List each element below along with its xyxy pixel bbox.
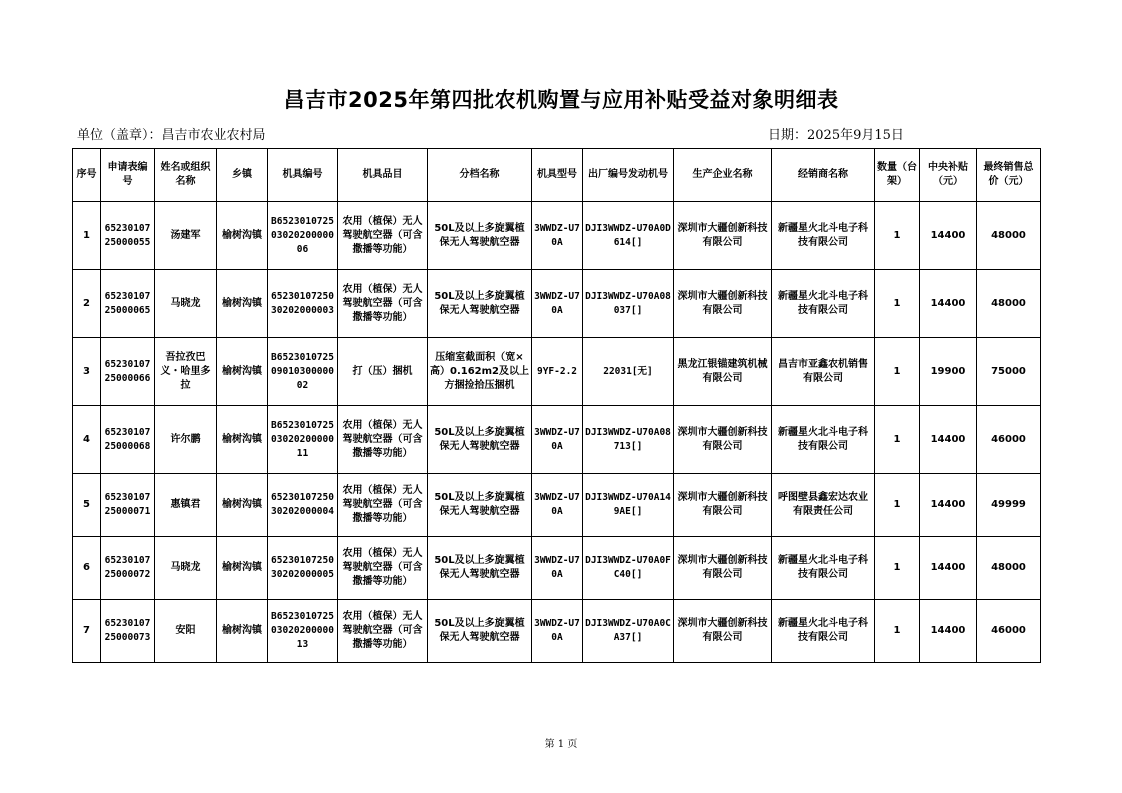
- table-row: [73, 537, 1041, 600]
- header-cell: 乡镇: [217, 149, 268, 202]
- cell-subsidy: 14400: [920, 406, 977, 474]
- cell-grade-name: 50L及以上多旋翼植保无人驾驶航空器: [428, 600, 532, 663]
- cell-dealer: 新疆星火北斗电子科技有限公司: [772, 537, 875, 600]
- cell-total-price: 48000: [977, 537, 1041, 600]
- cell-application-no: 6523010725000071: [101, 474, 155, 537]
- cell-quantity: 1: [875, 474, 920, 537]
- cell-quantity: 1: [875, 270, 920, 338]
- cell-model: 3WWDZ-U70A: [532, 600, 583, 663]
- cell-applicant: 马晓龙: [155, 270, 217, 338]
- cell-township: 榆树沟镇: [217, 600, 268, 663]
- table-row: [73, 270, 1041, 338]
- cell-quantity: 1: [875, 600, 920, 663]
- cell-model: 3WWDZ-U70A: [532, 270, 583, 338]
- cell-applicant: 吾拉孜巴义・哈里多拉: [155, 338, 217, 406]
- header-cell: 最终销售总价（元）: [977, 149, 1041, 202]
- cell-subsidy: 14400: [920, 600, 977, 663]
- cell-machine-no: 6523010725030202000003: [268, 270, 338, 338]
- table-row: [73, 474, 1041, 537]
- cell-machine-category: 农用（植保）无人驾驶航空器（可含撒播等功能）: [338, 406, 428, 474]
- cell-dealer: 昌吉市亚鑫农机销售有限公司: [772, 338, 875, 406]
- cell-manufacturer: 深圳市大疆创新科技有限公司: [674, 537, 772, 600]
- header-cell: 中央补贴（元）: [920, 149, 977, 202]
- cell-machine-no: B65230107250302020000011: [268, 406, 338, 474]
- cell-dealer: 呼图壁县鑫宏达农业有限责任公司: [772, 474, 875, 537]
- cell-total-price: 49999: [977, 474, 1041, 537]
- header-row: [73, 149, 1041, 202]
- cell-total-price: 48000: [977, 270, 1041, 338]
- cell-application-no: 6523010725000065: [101, 270, 155, 338]
- cell-subsidy: 14400: [920, 474, 977, 537]
- date-label: 日期：2025年9月15日: [768, 128, 904, 143]
- cell-index: 6: [73, 537, 101, 600]
- cell-application-no: 6523010725000068: [101, 406, 155, 474]
- cell-applicant: 安阳: [155, 600, 217, 663]
- header-cell: 出厂编号发动机号: [583, 149, 674, 202]
- cell-quantity: 1: [875, 406, 920, 474]
- cell-subsidy: 14400: [920, 537, 977, 600]
- cell-grade-name: 50L及以上多旋翼植保无人驾驶航空器: [428, 270, 532, 338]
- cell-machine-category: 农用（植保）无人驾驶航空器（可含撒播等功能）: [338, 474, 428, 537]
- cell-quantity: 1: [875, 202, 920, 270]
- cell-index: 7: [73, 600, 101, 663]
- cell-manufacturer: 深圳市大疆创新科技有限公司: [674, 406, 772, 474]
- subsidy-table: [72, 148, 1041, 663]
- cell-model: 3WWDZ-U70A: [532, 406, 583, 474]
- cell-township: 榆树沟镇: [217, 406, 268, 474]
- header-cell: 机具型号: [532, 149, 583, 202]
- cell-serial-no: DJI3WWDZ-U70A0CA37[]: [583, 600, 674, 663]
- cell-manufacturer: 深圳市大疆创新科技有限公司: [674, 202, 772, 270]
- header-cell: 数量（台架）: [875, 149, 920, 202]
- cell-dealer: 新疆星火北斗电子科技有限公司: [772, 270, 875, 338]
- cell-manufacturer: 深圳市大疆创新科技有限公司: [674, 270, 772, 338]
- cell-machine-no: B65230107250302020000006: [268, 202, 338, 270]
- cell-machine-category: 农用（植保）无人驾驶航空器（可含撒播等功能）: [338, 202, 428, 270]
- table-row: [73, 338, 1041, 406]
- cell-total-price: 46000: [977, 406, 1041, 474]
- table-row: [73, 600, 1041, 663]
- cell-serial-no: DJI3WWDZ-U70A0FC40[]: [583, 537, 674, 600]
- cell-machine-no: B65230107250901030000002: [268, 338, 338, 406]
- cell-application-no: 6523010725000072: [101, 537, 155, 600]
- cell-grade-name: 50L及以上多旋翼植保无人驾驶航空器: [428, 202, 532, 270]
- cell-manufacturer: 黑龙江银锚建筑机械有限公司: [674, 338, 772, 406]
- cell-dealer: 新疆星火北斗电子科技有限公司: [772, 202, 875, 270]
- header-cell: 姓名或组织名称: [155, 149, 217, 202]
- cell-township: 榆树沟镇: [217, 202, 268, 270]
- cell-township: 榆树沟镇: [217, 537, 268, 600]
- cell-township: 榆树沟镇: [217, 338, 268, 406]
- cell-grade-name: 50L及以上多旋翼植保无人驾驶航空器: [428, 537, 532, 600]
- header-cell: 生产企业名称: [674, 149, 772, 202]
- cell-quantity: 1: [875, 338, 920, 406]
- cell-serial-no: DJI3WWDZ-U70A149AE[]: [583, 474, 674, 537]
- document-title: 昌吉市2025年第四批农机购置与应用补贴受益对象明细表: [283, 88, 839, 112]
- cell-applicant: 汤建军: [155, 202, 217, 270]
- unit-label: 单位（盖章）：昌吉市农业农村局: [77, 128, 266, 143]
- page-number: 第 1 页: [544, 739, 578, 750]
- cell-serial-no: DJI3WWDZ-U70A08713[]: [583, 406, 674, 474]
- header-cell: 机具编号: [268, 149, 338, 202]
- cell-serial-no: 22031[无]: [583, 338, 674, 406]
- cell-applicant: 许尔鹏: [155, 406, 217, 474]
- cell-machine-category: 农用（植保）无人驾驶航空器（可含撒播等功能）: [338, 270, 428, 338]
- cell-subsidy: 14400: [920, 270, 977, 338]
- cell-model: 3WWDZ-U70A: [532, 202, 583, 270]
- table-row: [73, 406, 1041, 474]
- cell-application-no: 6523010725000066: [101, 338, 155, 406]
- cell-machine-no: 6523010725030202000004: [268, 474, 338, 537]
- cell-manufacturer: 深圳市大疆创新科技有限公司: [674, 600, 772, 663]
- cell-manufacturer: 深圳市大疆创新科技有限公司: [674, 474, 772, 537]
- cell-serial-no: DJI3WWDZ-U70A08037[]: [583, 270, 674, 338]
- cell-machine-category: 农用（植保）无人驾驶航空器（可含撒播等功能）: [338, 600, 428, 663]
- cell-machine-no: B65230107250302020000013: [268, 600, 338, 663]
- cell-quantity: 1: [875, 537, 920, 600]
- cell-grade-name: 压缩室截面积（宽×高）0.162m2及以上方捆捡拾压捆机: [428, 338, 532, 406]
- cell-total-price: 46000: [977, 600, 1041, 663]
- cell-model: 9YF-2.2: [532, 338, 583, 406]
- header-cell: 经销商名称: [772, 149, 875, 202]
- cell-index: 3: [73, 338, 101, 406]
- cell-index: 2: [73, 270, 101, 338]
- cell-dealer: 新疆星火北斗电子科技有限公司: [772, 406, 875, 474]
- cell-machine-no: 6523010725030202000005: [268, 537, 338, 600]
- cell-model: 3WWDZ-U70A: [532, 537, 583, 600]
- cell-grade-name: 50L及以上多旋翼植保无人驾驶航空器: [428, 406, 532, 474]
- cell-machine-category: 打（压）捆机: [338, 338, 428, 406]
- header-cell: 分档名称: [428, 149, 532, 202]
- cell-application-no: 6523010725000073: [101, 600, 155, 663]
- cell-applicant: 马晓龙: [155, 537, 217, 600]
- cell-grade-name: 50L及以上多旋翼植保无人驾驶航空器: [428, 474, 532, 537]
- cell-applicant: 惠镇君: [155, 474, 217, 537]
- cell-index: 4: [73, 406, 101, 474]
- cell-township: 榆树沟镇: [217, 474, 268, 537]
- cell-dealer: 新疆星火北斗电子科技有限公司: [772, 600, 875, 663]
- cell-total-price: 75000: [977, 338, 1041, 406]
- cell-model: 3WWDZ-U70A: [532, 474, 583, 537]
- cell-machine-category: 农用（植保）无人驾驶航空器（可含撒播等功能）: [338, 537, 428, 600]
- table-row: [73, 202, 1041, 270]
- cell-township: 榆树沟镇: [217, 270, 268, 338]
- cell-total-price: 48000: [977, 202, 1041, 270]
- header-cell: 申请表编号: [101, 149, 155, 202]
- cell-subsidy: 14400: [920, 202, 977, 270]
- cell-serial-no: DJI3WWDZ-U70A0D614[]: [583, 202, 674, 270]
- header-cell: 序号: [73, 149, 101, 202]
- cell-application-no: 6523010725000055: [101, 202, 155, 270]
- cell-subsidy: 19900: [920, 338, 977, 406]
- header-cell: 机具品目: [338, 149, 428, 202]
- cell-index: 5: [73, 474, 101, 537]
- cell-index: 1: [73, 202, 101, 270]
